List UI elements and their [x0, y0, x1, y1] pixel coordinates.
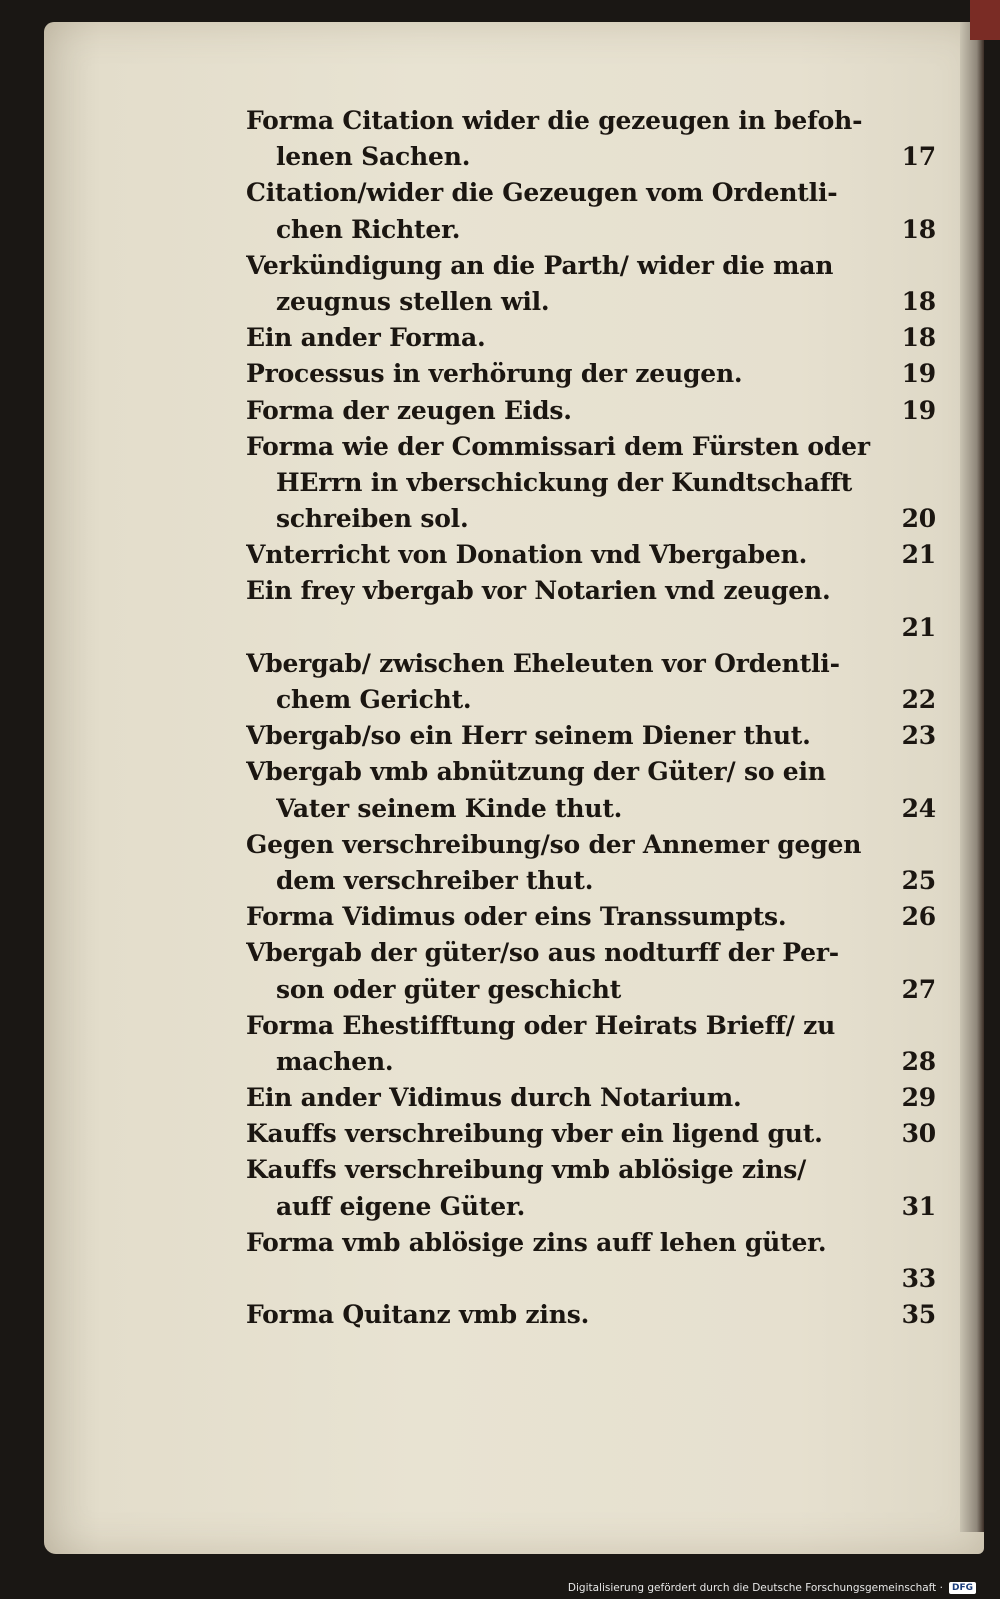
toc-line	[246, 1083, 936, 1119]
toc-page-number: 23	[901, 721, 936, 751]
toc-entry-text: Citation/wider die Gezeugen vom Ordentli-	[246, 178, 838, 208]
toc-entry-text: Kauffs verschreibung vber ein ligend gut.	[246, 1119, 823, 1149]
toc-entry-text: Forma vmb ablösige zins auff lehen güter.	[246, 1227, 827, 1257]
toc-entry-text: Vbergab der güter/so aus nodturff der Per-	[246, 938, 839, 968]
toc-page-number: 19	[901, 359, 936, 389]
toc-page-number: 24	[901, 793, 936, 823]
toc-page-number: 18	[901, 286, 936, 316]
toc-line	[246, 649, 936, 685]
toc-line	[246, 938, 936, 974]
toc-entry-text: Forma Vidimus oder eins Transsumpts.	[246, 902, 787, 932]
toc-line	[246, 540, 936, 576]
toc-line	[246, 576, 936, 612]
toc-entry-text: chen Richter.	[276, 214, 461, 244]
toc-entry	[246, 757, 936, 829]
toc-entry-text: Forma Quitanz vmb zins.	[246, 1300, 590, 1330]
toc-entry	[246, 576, 936, 648]
footer-text: Digitalisierung gefördert durch die Deutsche Forschungsgemeinschaft ·	[567, 1582, 943, 1594]
toc-entry-text: Forma der zeugen Eids.	[246, 395, 572, 425]
toc-page-number: 25	[901, 865, 936, 895]
toc-entry-text: Forma Ehestifftung oder Heirats Brieff/ zu	[246, 1010, 836, 1040]
toc-entry-text: Ein frey vbergab vor Notarien vnd zeugen.	[246, 576, 831, 606]
toc-line	[246, 396, 936, 432]
page-edge	[960, 22, 984, 1532]
toc-entry	[246, 902, 936, 938]
toc-page-number: 26	[901, 902, 936, 932]
toc-entry-text: son oder güter geschicht	[276, 974, 622, 1004]
toc-entry	[246, 1119, 936, 1155]
toc-line	[246, 613, 936, 649]
toc-entry	[246, 938, 936, 1010]
toc-entry-text: machen.	[276, 1046, 394, 1076]
toc-entry-text: Vbergab/ zwischen Eheleuten vor Ordentli-	[246, 648, 840, 678]
toc-entry	[246, 396, 936, 432]
toc-line	[246, 142, 936, 178]
toc-entry	[246, 649, 936, 721]
toc-page-number: 18	[901, 214, 936, 244]
toc-entry-text: dem verschreiber thut.	[276, 865, 594, 895]
toc-entry-text: lenen Sachen.	[276, 142, 471, 172]
toc-line	[246, 468, 936, 504]
toc-line	[246, 794, 936, 830]
toc-entry	[246, 432, 936, 541]
toc-entry-text: Vater seinem Kinde thut.	[276, 793, 623, 823]
toc-entry-text: Vbergab/so ein Herr seinem Diener thut.	[246, 721, 811, 751]
toc-line	[246, 106, 936, 142]
toc-entry-text: chem Gericht.	[276, 685, 472, 714]
dfg-logo: DFG	[949, 1582, 976, 1594]
toc-entry-text: zeugnus stellen wil.	[276, 286, 550, 316]
toc-page-number: 30	[901, 1119, 936, 1149]
binding-corner	[970, 0, 1000, 40]
toc-entry	[246, 251, 936, 323]
toc-entry-text: Processus in verhörung der zeugen.	[246, 359, 743, 389]
toc-line	[246, 215, 936, 251]
toc-page-number: 22	[901, 685, 936, 714]
toc-page-number: 33	[901, 1264, 936, 1293]
toc-page-number: 19	[901, 395, 936, 425]
table-of-contents	[246, 106, 936, 1336]
toc-line	[246, 359, 936, 395]
toc-line	[246, 721, 936, 757]
toc-line	[246, 830, 936, 866]
toc-entry	[246, 323, 936, 359]
toc-entry-text: Kauffs verschreibung vmb ablösige zins/	[246, 1155, 807, 1185]
toc-page-number: 20	[901, 504, 936, 534]
toc-entry-text: HErrn in vberschickung der Kundtschafft	[276, 467, 853, 497]
toc-entry-text: Vbergab vmb abnützung der Güter/ so ein	[246, 757, 826, 787]
toc-line	[246, 1192, 936, 1228]
toc-entry	[246, 721, 936, 757]
toc-line	[246, 178, 936, 214]
toc-entry	[246, 106, 936, 178]
toc-line	[246, 757, 936, 793]
toc-entry	[246, 1155, 936, 1227]
toc-entry	[246, 178, 936, 250]
toc-line	[246, 685, 936, 721]
toc-entry-text: schreiben sol.	[276, 504, 469, 534]
toc-entry	[246, 830, 936, 902]
toc-page-number: 17	[901, 142, 936, 172]
toc-line	[246, 866, 936, 902]
toc-entry-text: Ein ander Vidimus durch Notarium.	[246, 1083, 742, 1113]
toc-page-number: 21	[901, 612, 936, 642]
toc-page-number: 35	[901, 1300, 936, 1330]
toc-page-number: 27	[901, 974, 936, 1004]
toc-line	[246, 323, 936, 359]
toc-line	[246, 1264, 936, 1300]
toc-line	[246, 287, 936, 323]
toc-line	[246, 1155, 936, 1191]
toc-entry-text: Vnterricht von Donation vnd Vbergaben.	[246, 540, 808, 570]
toc-entry	[246, 1300, 936, 1336]
toc-entry-text: Forma wie der Commissari dem Fürsten oder	[246, 431, 870, 461]
toc-line	[246, 902, 936, 938]
toc-line	[246, 1011, 936, 1047]
toc-page-number: 18	[901, 323, 936, 353]
toc-line	[246, 1300, 936, 1336]
toc-entry	[246, 1011, 936, 1083]
toc-entry	[246, 540, 936, 576]
toc-entry	[246, 359, 936, 395]
toc-page-number: 31	[901, 1191, 936, 1221]
toc-entry-text: Verkündigung an die Parth/ wider die man	[246, 250, 834, 280]
toc-page-number: 29	[901, 1083, 936, 1113]
toc-entry-text: Gegen verschreibung/so der Annemer gegen	[246, 829, 862, 859]
toc-page-number: 21	[901, 540, 936, 570]
toc-line	[246, 432, 936, 468]
footer-credit	[568, 1582, 976, 1594]
toc-line	[246, 975, 936, 1011]
toc-line	[246, 1228, 936, 1264]
toc-line	[246, 251, 936, 287]
toc-line	[246, 1047, 936, 1083]
toc-entry-text: auff eigene Güter.	[276, 1191, 526, 1221]
toc-page-number: 28	[901, 1046, 936, 1076]
toc-line	[246, 1119, 936, 1155]
toc-entry	[246, 1083, 936, 1119]
toc-line	[246, 504, 936, 540]
toc-entry-text: Forma Citation wider die gezeugen in befoh-	[246, 106, 863, 135]
toc-entry	[246, 1228, 936, 1300]
toc-entry-text: Ein ander Forma.	[246, 323, 486, 353]
